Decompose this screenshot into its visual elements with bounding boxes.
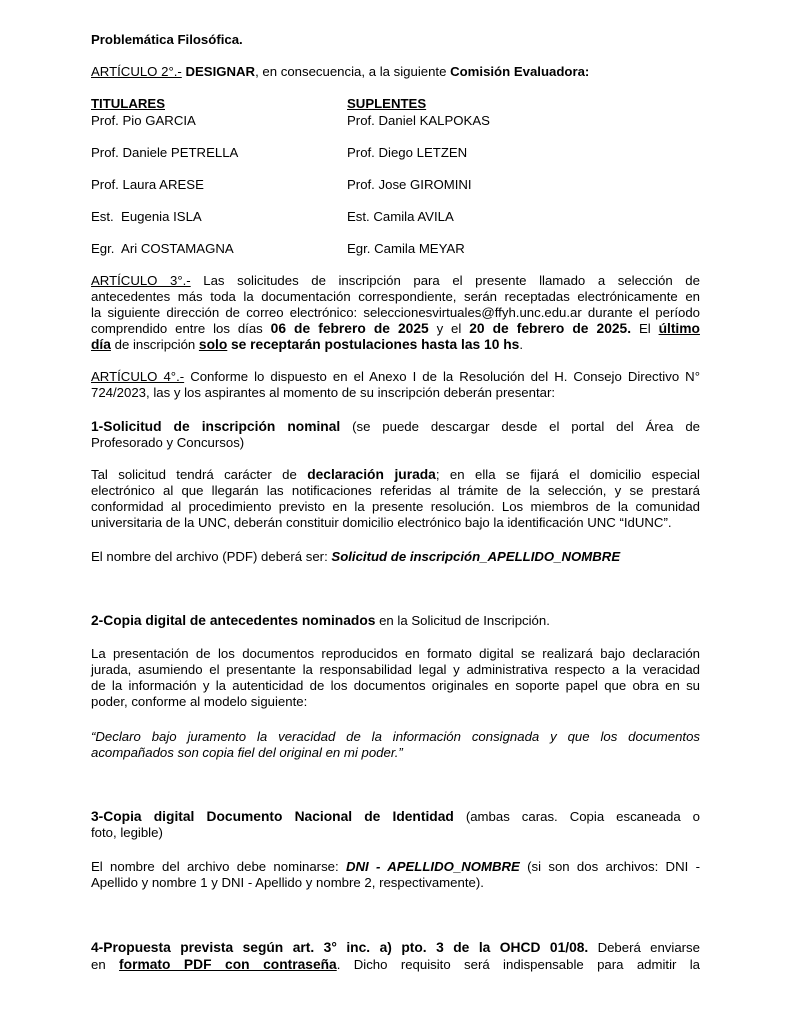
titular-member: Prof. Pio GARCIA xyxy=(91,113,196,128)
article-3-line: la siguiente dirección de correo electrónico: seleccionesvirtuales@ffyh.unc.edu.ar durante el período xyxy=(91,305,700,320)
item-1-paragraph: Tal solicitud tendrá carácter de declaración jurada; en ella se fijará el domicilio especial xyxy=(91,467,700,482)
item-2-heading: 2-Copia digital de antecedentes nominados en la Solicitud de Inscripción. xyxy=(91,613,550,628)
suplente-member: Est. Camila AVILA xyxy=(347,209,454,224)
item-2-paragraph: jurada, asumiendo el presentante la responsabilidad legal y administrativa respecto a la veracidad xyxy=(91,662,700,677)
titular-member: Prof. Daniele PETRELLA xyxy=(91,145,239,160)
suplente-member: Prof. Diego LETZEN xyxy=(347,145,468,160)
titular-member: Egr. Ari COSTAMAGNA xyxy=(91,241,234,256)
article-3-line: antecedentes más toda la documentación correspondiente, serán receptadas electrónicamente en xyxy=(91,289,700,304)
article-2: ARTÍCULO 2°.- DESIGNAR, en consecuencia, a la siguiente Comisión Evaluadora: xyxy=(91,64,590,79)
item-3-line: foto, legible) xyxy=(91,825,163,840)
article-4-line: ARTÍCULO 4°.- Conforme lo dispuesto en el Anexo I de la Resolución del H. Consejo Directivo N° xyxy=(91,369,700,384)
item-3-heading: 3-Copia digital Documento Nacional de Identidad (ambas caras. Copia escaneada o xyxy=(91,809,700,824)
item-2-quote: acompañados son copia fiel del original en mi poder.” xyxy=(91,745,403,760)
item-1-line: Profesorado y Concursos) xyxy=(91,435,245,450)
item-1-file-name: El nombre del archivo (PDF) deberá ser: Solicitud de inscripción_APELLIDO_NOMBRE xyxy=(91,549,621,564)
item-3-file-name: El nombre del archivo debe nominarse: DNI - APELLIDO_NOMBRE (si son dos archivos: DNI - xyxy=(91,859,700,874)
item-2-paragraph: La presentación de los documentos reproducidos en formato digital se realizará bajo declaración xyxy=(91,646,700,661)
article-3-line: comprendido entre los días 06 de febrero de 2025 y el 20 de febrero de 2025. El último xyxy=(91,321,700,336)
article-4-line: 724/2023, las y los aspirantes al momento de su inscripción deberán presentar: xyxy=(91,385,556,400)
titulares-header: TITULARES xyxy=(91,96,165,111)
item-3-line: Apellido y nombre 1 y DNI - Apellido y nombre 2, respectivamente). xyxy=(91,875,484,890)
titular-member: Est. Eugenia ISLA xyxy=(91,209,202,224)
suplente-member: Egr. Camila MEYAR xyxy=(347,241,465,256)
item-2-paragraph: de la información y la autenticidad de los documentos originales en soporte papel que obra en su xyxy=(91,678,700,693)
item-4-line: en formato PDF con contraseña. Dicho requisito será indispensable para admitir la xyxy=(91,957,701,972)
suplente-member: Prof. Daniel KALPOKAS xyxy=(347,113,490,128)
article-3-line: ARTÍCULO 3°.- Las solicitudes de inscripción para el presente llamado a selección de xyxy=(91,273,700,288)
item-4-heading: 4-Propuesta prevista según art. 3° inc. a) pto. 3 de la OHCD 01/08. Deberá enviarse xyxy=(91,940,700,955)
item-2-quote: “Declaro bajo juramento la veracidad de la información consignada y que los documentos xyxy=(91,729,700,744)
item-1-paragraph: electrónico al que llegarán las notificaciones referidas al trámite de la selección, y se prestará xyxy=(91,483,700,498)
titular-member: Prof. Laura ARESE xyxy=(91,177,204,192)
item-1-paragraph: conformidad al procedimiento previsto en la presente resolución. Los miembros de la comunidad xyxy=(91,499,700,514)
suplentes-header: SUPLENTES xyxy=(347,96,427,111)
item-2-paragraph: poder, conforme al modelo siguiente: xyxy=(91,694,308,709)
document-title: Problemática Filosófica. xyxy=(91,32,243,47)
item-1-paragraph: universitaria de la UNC, deberán constituir domicilio electrónico bajo la identificación UNC “IdUNC”. xyxy=(91,515,672,530)
item-1-heading: 1-Solicitud de inscripción nominal (se puede descargar desde el portal del Área de xyxy=(91,419,700,434)
suplente-member: Prof. Jose GIROMINI xyxy=(347,177,472,192)
article-3-line: día de inscripción solo se receptarán postulaciones hasta las 10 hs. xyxy=(91,337,523,352)
